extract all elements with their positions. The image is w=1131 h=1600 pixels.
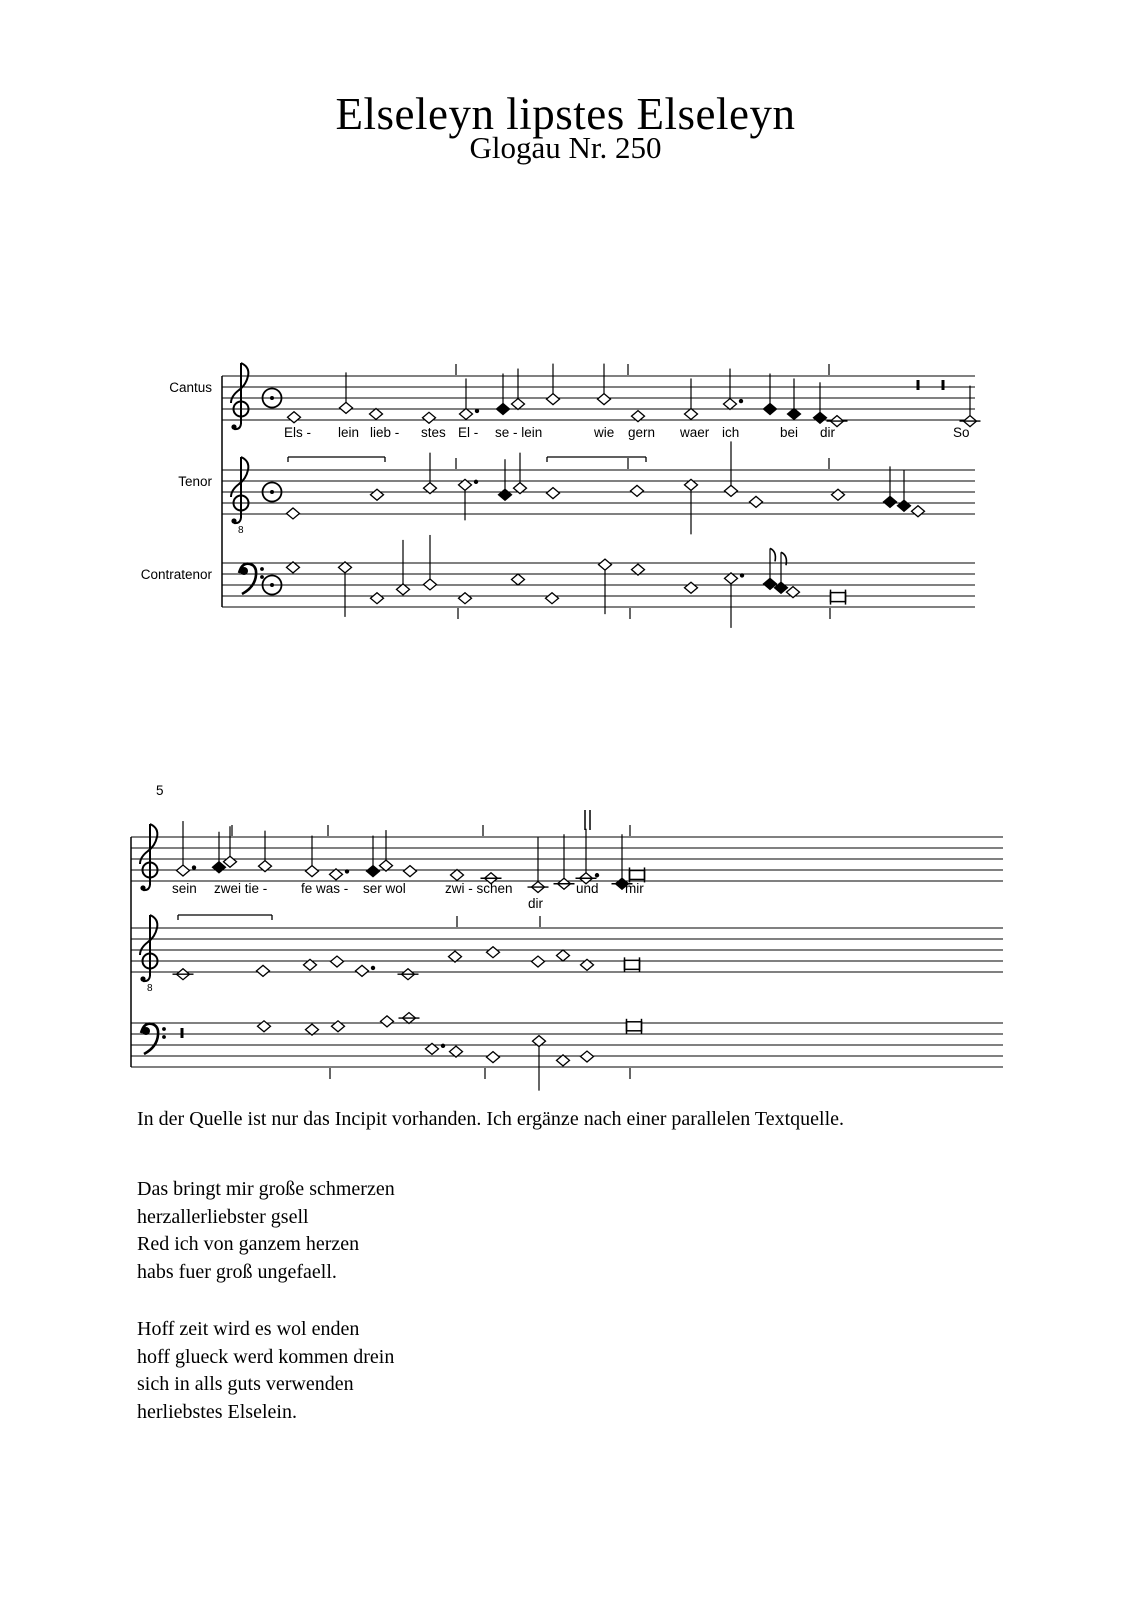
- note: [788, 378, 801, 419]
- rest: [942, 380, 945, 390]
- note: [330, 869, 350, 880]
- note: [331, 956, 344, 967]
- note: [497, 374, 510, 415]
- notehead-diamond: [306, 866, 319, 877]
- notehead-diamond: [332, 1021, 345, 1032]
- notehead-diamond: [631, 485, 644, 496]
- notehead-diamond: [557, 950, 570, 961]
- note: [625, 957, 640, 972]
- clef-dot: [231, 518, 236, 523]
- note: [557, 1055, 570, 1066]
- notehead-diamond: [451, 869, 464, 880]
- lyric-syllable: ser wol: [363, 881, 406, 896]
- notehead-diamond: [764, 404, 777, 415]
- note: [814, 382, 827, 423]
- staff: [131, 821, 1003, 911]
- notehead-diamond: [532, 956, 545, 967]
- note: [460, 378, 480, 419]
- notehead-diamond: [213, 862, 226, 873]
- note: [598, 364, 611, 405]
- note: [532, 956, 545, 967]
- voice-label: Contratenor: [140, 567, 212, 582]
- notehead-diamond: [340, 402, 353, 413]
- clef-dot: [231, 424, 236, 429]
- lyric-syllable: dir: [528, 896, 544, 911]
- note: [631, 485, 644, 496]
- measure-number: 5: [156, 783, 164, 798]
- notehead-diamond: [725, 485, 738, 496]
- lyric-syllable: zwei tie -: [214, 881, 268, 896]
- note: [627, 1019, 642, 1034]
- notehead-diamond: [330, 869, 343, 880]
- rest: [917, 380, 920, 390]
- note: [381, 1016, 394, 1027]
- note: [557, 950, 570, 961]
- stanza-1: [137, 1176, 395, 1286]
- clef-curve: [239, 564, 256, 594]
- note: [424, 535, 437, 590]
- notehead-diamond: [487, 947, 500, 958]
- stanza-2: [137, 1316, 394, 1426]
- notehead-diamond: [725, 573, 738, 584]
- notehead-diamond: [598, 394, 611, 405]
- lyric-syllable: dir: [820, 425, 836, 440]
- note: [724, 369, 744, 410]
- bass-clef-icon: [239, 564, 264, 594]
- stanza-line: herzallerliebster gsell: [137, 1205, 309, 1228]
- notehead-diamond: [370, 408, 383, 419]
- notehead-diamond: [499, 489, 512, 500]
- notehead-diamond: [546, 593, 559, 604]
- note: [512, 369, 525, 410]
- staff-cantus: [169, 363, 980, 440]
- notehead-diamond: [512, 574, 525, 585]
- notehead-diamond: [404, 866, 417, 877]
- notehead-diamond: [898, 500, 911, 511]
- note: [514, 453, 527, 494]
- notehead-diamond: [557, 1055, 570, 1066]
- note: [398, 969, 419, 980]
- note: [581, 1051, 594, 1062]
- page-title: Elseleyn lipstes Elseleyn: [335, 89, 796, 139]
- clef-curl: [231, 457, 248, 497]
- note: [884, 466, 897, 507]
- notehead-diamond: [306, 1024, 319, 1035]
- note: [332, 1021, 345, 1032]
- staff: [131, 915, 1003, 994]
- octave-8: 8: [238, 525, 244, 536]
- treble8-clef-icon: [231, 457, 249, 536]
- lyric-syllable: wie: [594, 425, 615, 440]
- note: [632, 564, 645, 575]
- note: [499, 459, 512, 500]
- note: [287, 562, 300, 573]
- clef-dot: [260, 567, 264, 571]
- notehead-diamond: [884, 496, 897, 507]
- notehead-diamond: [331, 956, 344, 967]
- augmentation-dot: [441, 1044, 445, 1048]
- note: [750, 496, 763, 507]
- note: [399, 1013, 420, 1024]
- note: [424, 453, 437, 494]
- clef-dot: [140, 885, 145, 890]
- notehead-diamond: [397, 584, 410, 595]
- notehead-diamond: [423, 412, 436, 423]
- notehead-diamond: [512, 399, 525, 410]
- note: [599, 559, 612, 614]
- note: [371, 593, 384, 604]
- system-1: [141, 363, 981, 628]
- lyric-syllable: ich: [722, 425, 740, 440]
- lyric-syllable: El -: [458, 425, 479, 440]
- lyric-syllable: sein: [172, 881, 197, 896]
- notehead-diamond: [381, 1016, 394, 1027]
- notehead-diamond: [632, 564, 645, 575]
- page-subtitle: Glogau Nr. 250: [469, 130, 662, 165]
- notehead-diamond: [685, 582, 698, 593]
- note: [404, 866, 417, 877]
- notehead-diamond: [581, 1051, 594, 1062]
- lyric-syllable: se - lein: [495, 425, 543, 440]
- notehead-diamond: [257, 965, 270, 976]
- note: [764, 548, 777, 589]
- notehead-diamond: [287, 508, 300, 519]
- note: [423, 412, 436, 423]
- note: [685, 378, 698, 419]
- augmentation-dot: [474, 480, 478, 484]
- lyric-syllable: bei: [780, 425, 799, 440]
- clef-curl: [140, 824, 157, 864]
- rest: [181, 1028, 184, 1038]
- note: [487, 947, 500, 958]
- notehead-diamond: [177, 865, 190, 876]
- note: [340, 372, 353, 413]
- lyric-syllable: lieb -: [370, 425, 400, 440]
- lyric-syllable: mir: [625, 881, 644, 896]
- staff: [131, 1013, 1003, 1091]
- lyric-syllable: und: [576, 881, 599, 896]
- note: [487, 1052, 500, 1063]
- note: [831, 590, 846, 605]
- note: [775, 552, 788, 593]
- notehead-diamond: [449, 951, 462, 962]
- note: [960, 386, 981, 427]
- notehead-diamond: [288, 412, 301, 423]
- note: [725, 441, 738, 496]
- note: [912, 506, 925, 517]
- notehead-diamond: [287, 562, 300, 573]
- stanza-line: Das bringt mir große schmerzen: [137, 1178, 395, 1200]
- notehead-diamond: [258, 1021, 271, 1032]
- note: [450, 1046, 463, 1057]
- lyric-syllable: waer: [680, 425, 710, 440]
- treble8-clef-icon: [140, 915, 158, 994]
- notehead-diamond: [788, 408, 801, 419]
- stanza-line: Red ich von ganzem herzen: [137, 1233, 360, 1255]
- note: [533, 1036, 546, 1091]
- note: [832, 489, 845, 500]
- lyric-syllable: fe was -: [301, 881, 349, 896]
- clef-dot: [140, 976, 145, 981]
- note: [898, 470, 911, 511]
- augmentation-dot: [740, 573, 744, 577]
- notehead-diamond: [814, 412, 827, 423]
- note: [547, 364, 560, 405]
- notehead-diamond: [356, 965, 369, 976]
- lyric-syllable: gern: [628, 425, 656, 440]
- editor-comment: In der Quelle ist nur das Incipit vorhanden. Ich ergänze nach einer parallelen Textquelle.: [137, 1108, 845, 1130]
- bass-clef-icon: [141, 1024, 166, 1054]
- note: [380, 830, 393, 871]
- octave-8: 8: [147, 983, 153, 994]
- note: [173, 969, 194, 980]
- clef-curl: [140, 915, 157, 955]
- notehead-diamond: [497, 404, 510, 415]
- notehead-diamond: [224, 856, 237, 867]
- lyric-syllable: stes: [421, 425, 446, 440]
- lyric-syllable: So: [953, 425, 970, 440]
- notehead-diamond: [450, 1046, 463, 1057]
- note: [546, 593, 559, 604]
- augmentation-dot: [595, 873, 599, 877]
- note: [224, 826, 237, 867]
- note: [356, 965, 376, 976]
- notehead-diamond: [685, 408, 698, 419]
- stanza-line: habs fuer groß ungefaell.: [137, 1260, 337, 1283]
- notehead-diamond: [547, 394, 560, 405]
- voice-label: Tenor: [178, 474, 212, 489]
- note: [370, 408, 383, 419]
- stanza-line: sich in alls guts verwenden: [137, 1373, 354, 1395]
- stanza-line: Hoff zeit wird es wol enden: [137, 1318, 360, 1340]
- notehead-diamond: [371, 489, 384, 500]
- notehead-diamond: [832, 489, 845, 500]
- note: [258, 1021, 271, 1032]
- staff-tenor: [178, 441, 975, 536]
- note: [339, 562, 352, 617]
- note: [306, 1024, 319, 1035]
- stanza-line: herliebstes Elselein.: [137, 1400, 297, 1423]
- system-2: [131, 783, 1003, 1091]
- voice-label: Cantus: [169, 380, 212, 395]
- notehead-diamond: [724, 399, 737, 410]
- notehead-diamond: [339, 562, 352, 573]
- note: [451, 869, 464, 880]
- augmentation-dot: [345, 869, 349, 873]
- lyric-syllable: Els -: [284, 425, 311, 440]
- notehead-diamond: [547, 488, 560, 499]
- note: [306, 836, 319, 877]
- note: [287, 508, 300, 519]
- staff-contratenor: [141, 535, 975, 628]
- note: [213, 832, 226, 873]
- notehead-diamond: [424, 579, 437, 590]
- note: [764, 374, 777, 415]
- notehead-diamond: [599, 559, 612, 570]
- note: [547, 488, 560, 499]
- notehead-diamond: [460, 408, 473, 419]
- clef-dot: [260, 575, 264, 579]
- note: [371, 489, 384, 500]
- clef-curve: [141, 1024, 158, 1054]
- note: [367, 836, 380, 877]
- augmentation-dot: [475, 409, 479, 413]
- clef-dot: [162, 1027, 166, 1031]
- note: [397, 540, 410, 595]
- note: [528, 838, 549, 893]
- note: [257, 965, 270, 976]
- notehead-diamond: [750, 496, 763, 507]
- note: [459, 593, 472, 604]
- note: [685, 479, 698, 534]
- notehead-diamond: [380, 860, 393, 871]
- notehead-diamond: [459, 593, 472, 604]
- augmentation-dot: [739, 399, 743, 403]
- augmentation-dot: [371, 966, 375, 970]
- augmentation-dot: [192, 865, 196, 869]
- note: [449, 951, 462, 962]
- note: [512, 574, 525, 585]
- note: [685, 582, 698, 593]
- flag: [770, 548, 775, 561]
- lyric-syllable: zwi - schen: [445, 881, 513, 896]
- note: [288, 412, 301, 423]
- clef-dot: [162, 1035, 166, 1039]
- note: [725, 573, 745, 628]
- notehead-diamond: [367, 866, 380, 877]
- stanza-line: hoff glueck werd kommen drein: [137, 1345, 395, 1368]
- notehead-diamond: [371, 593, 384, 604]
- notehead-diamond: [487, 1052, 500, 1063]
- lyric-syllable: lein: [338, 425, 360, 440]
- clef-curl: [231, 363, 248, 403]
- note: [177, 821, 197, 876]
- notehead-diamond: [912, 506, 925, 517]
